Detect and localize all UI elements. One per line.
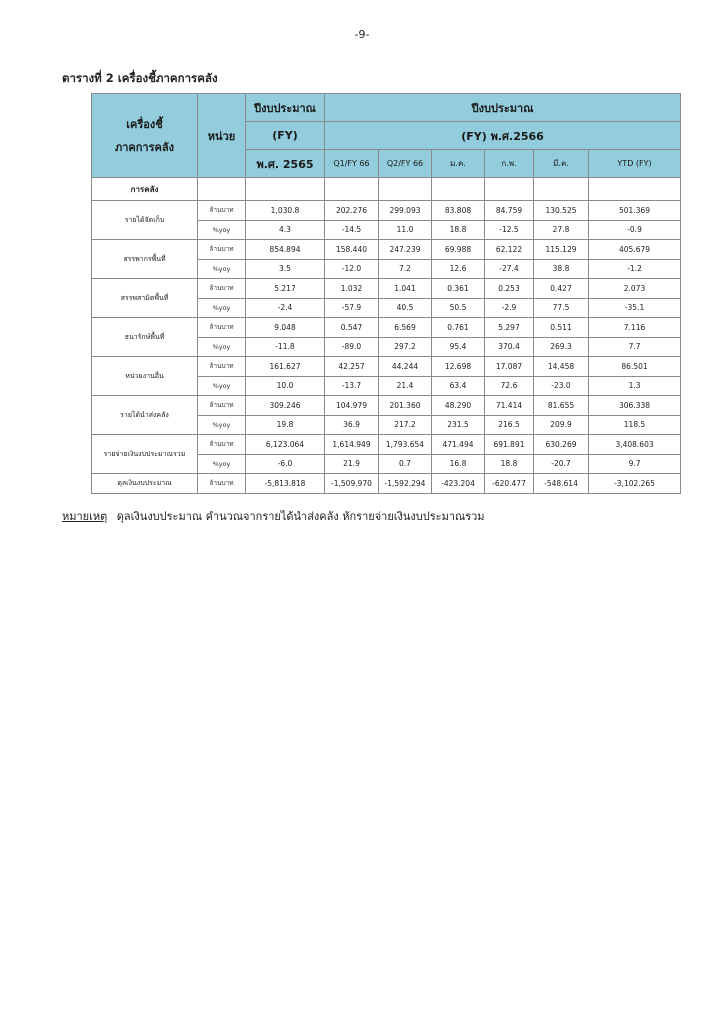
column-header: มี.ค.	[534, 150, 589, 178]
note-text: ดุลเงินงบประมาณ คำนวณจากรายได้นำส่งคลัง หักรายจ่ายเงินงบประมาณรวม	[116, 510, 485, 523]
table-row	[92, 240, 681, 260]
value-cell: -35.1	[589, 298, 681, 318]
section-label: การคลัง	[92, 178, 198, 201]
footnote	[62, 507, 485, 525]
value-cell: 14.458	[534, 357, 589, 377]
value-cell: -0.9	[589, 220, 681, 240]
value-cell: 209.9	[534, 415, 589, 435]
unit-cell: %yoy	[198, 259, 246, 279]
indicator-name: หน่วยงานอื่น	[92, 357, 198, 396]
value-cell: 158.440	[325, 240, 379, 260]
fy2565-header-line1: ปีงบประมาณ	[246, 94, 325, 122]
unit-cell: %yoy	[198, 337, 246, 357]
unit-cell: %yoy	[198, 376, 246, 396]
value-cell: 18.8	[485, 454, 534, 474]
empty-cell	[198, 178, 246, 201]
unit-cell: ล้านบาท	[198, 240, 246, 260]
value-cell: -1,509.970	[325, 474, 379, 494]
value-cell: 3,408.603	[589, 435, 681, 455]
value-cell: 297.2	[379, 337, 432, 357]
value-cell: 40.5	[379, 298, 432, 318]
value-cell: -13.7	[325, 376, 379, 396]
value-cell: -20.7	[534, 454, 589, 474]
unit-cell: ล้านบาท	[198, 396, 246, 416]
value-cell: 7.2	[379, 259, 432, 279]
value-cell: -57.9	[325, 298, 379, 318]
value-cell: 130.525	[534, 201, 589, 221]
unit-cell: %yoy	[198, 415, 246, 435]
value-cell: 405.679	[589, 240, 681, 260]
unit-cell: ล้านบาท	[198, 474, 246, 494]
value-cell: -3,102.265	[589, 474, 681, 494]
value-cell: 854.894	[246, 240, 325, 260]
value-cell: 217.2	[379, 415, 432, 435]
fy2566-header-line1: ปีงบประมาณ	[325, 94, 681, 122]
value-cell: 306.338	[589, 396, 681, 416]
value-cell: 691.891	[485, 435, 534, 455]
value-cell: 370.4	[485, 337, 534, 357]
value-cell: 4.3	[246, 220, 325, 240]
empty-cell	[589, 178, 681, 201]
value-cell: 7.116	[589, 318, 681, 338]
table-row	[92, 201, 681, 221]
value-cell: 5.217	[246, 279, 325, 299]
note-label: หมายเหตุ	[62, 510, 108, 523]
value-cell: 0.427	[534, 279, 589, 299]
column-header: Q2/FY 66	[379, 150, 432, 178]
value-cell: -1.2	[589, 259, 681, 279]
value-cell: 72.6	[485, 376, 534, 396]
value-cell: 202.276	[325, 201, 379, 221]
value-cell: 86.501	[589, 357, 681, 377]
value-cell: -548.614	[534, 474, 589, 494]
table-title: ตารางที่ 2 เครื่องชี้ภาคการคลัง	[62, 71, 218, 85]
value-cell: 201.360	[379, 396, 432, 416]
value-cell: 216.5	[485, 415, 534, 435]
column-header: YTD (FY)	[589, 150, 681, 178]
fy2565-header-line3: พ.ศ. 2565	[246, 150, 325, 178]
unit-cell: ล้านบาท	[198, 279, 246, 299]
value-cell: 247.239	[379, 240, 432, 260]
value-cell: 299.093	[379, 201, 432, 221]
table-row	[92, 357, 681, 377]
value-cell: 12.6	[432, 259, 485, 279]
value-cell: 9.048	[246, 318, 325, 338]
indicator-name: รายได้นำส่งคลัง	[92, 396, 198, 435]
value-cell: 62.122	[485, 240, 534, 260]
unit-cell: ล้านบาท	[198, 318, 246, 338]
value-cell: 84.759	[485, 201, 534, 221]
value-cell: 10.0	[246, 376, 325, 396]
indicator-name: สรรพากรพื้นที่	[92, 240, 198, 279]
value-cell: 63.4	[432, 376, 485, 396]
value-cell: 83.808	[432, 201, 485, 221]
column-header: ม.ค.	[432, 150, 485, 178]
value-cell: 6.569	[379, 318, 432, 338]
indicator-name: รายจ่ายเงินงบประมาณรวม	[92, 435, 198, 474]
fy2565-header-line2: (FY)	[246, 122, 325, 150]
value-cell: 1,030.8	[246, 201, 325, 221]
empty-cell	[325, 178, 379, 201]
value-cell: 0.361	[432, 279, 485, 299]
value-cell: -2.4	[246, 298, 325, 318]
unit-cell: %yoy	[198, 454, 246, 474]
value-cell: 36.9	[325, 415, 379, 435]
value-cell: -423.204	[432, 474, 485, 494]
value-cell: 1,793.654	[379, 435, 432, 455]
table-row	[92, 318, 681, 338]
column-header: ก.พ.	[485, 150, 534, 178]
value-cell: -620.477	[485, 474, 534, 494]
value-cell: 11.0	[379, 220, 432, 240]
value-cell: 501.369	[589, 201, 681, 221]
indicator-header	[92, 94, 198, 178]
value-cell: 71.414	[485, 396, 534, 416]
value-cell: 104.979	[325, 396, 379, 416]
value-cell: 6,123.064	[246, 435, 325, 455]
section-row	[92, 178, 681, 201]
value-cell: -6.0	[246, 454, 325, 474]
value-cell: 0.761	[432, 318, 485, 338]
value-cell: 2.073	[589, 279, 681, 299]
value-cell: 81.655	[534, 396, 589, 416]
value-cell: 5.297	[485, 318, 534, 338]
value-cell: 0.253	[485, 279, 534, 299]
value-cell: -23.0	[534, 376, 589, 396]
empty-cell	[432, 178, 485, 201]
value-cell: 21.9	[325, 454, 379, 474]
fy2566-header-line2: (FY) พ.ศ.2566	[325, 122, 681, 150]
page-number: -9-	[354, 28, 370, 41]
value-cell: 231.5	[432, 415, 485, 435]
value-cell: -2.9	[485, 298, 534, 318]
indicator-name: รายได้จัดเก็บ	[92, 201, 198, 240]
table-row	[92, 279, 681, 299]
fiscal-indicators-table	[91, 93, 681, 494]
unit-cell: ล้านบาท	[198, 357, 246, 377]
empty-cell	[246, 178, 325, 201]
table-row	[92, 435, 681, 455]
value-cell: 95.4	[432, 337, 485, 357]
value-cell: 12.698	[432, 357, 485, 377]
indicator-header-line2: ภาคการคลัง	[114, 140, 174, 154]
value-cell: -12.0	[325, 259, 379, 279]
unit-cell: ล้านบาท	[198, 435, 246, 455]
value-cell: 27.8	[534, 220, 589, 240]
balance-row	[92, 474, 681, 494]
value-cell: 42.257	[325, 357, 379, 377]
value-cell: 77.5	[534, 298, 589, 318]
value-cell: 0.7	[379, 454, 432, 474]
unit-cell: %yoy	[198, 298, 246, 318]
unit-cell: %yoy	[198, 220, 246, 240]
value-cell: 16.8	[432, 454, 485, 474]
value-cell: -5,813.818	[246, 474, 325, 494]
unit-header: หน่วย	[198, 94, 246, 178]
value-cell: 471.494	[432, 435, 485, 455]
value-cell: 1.041	[379, 279, 432, 299]
value-cell: 17.087	[485, 357, 534, 377]
unit-cell: ล้านบาท	[198, 201, 246, 221]
value-cell: 118.5	[589, 415, 681, 435]
value-cell: 0.511	[534, 318, 589, 338]
value-cell: -89.0	[325, 337, 379, 357]
value-cell: 38.8	[534, 259, 589, 279]
empty-cell	[379, 178, 432, 201]
value-cell: 0.547	[325, 318, 379, 338]
value-cell: 630.269	[534, 435, 589, 455]
value-cell: 19.8	[246, 415, 325, 435]
value-cell: -1,592.294	[379, 474, 432, 494]
value-cell: 48.290	[432, 396, 485, 416]
value-cell: 7.7	[589, 337, 681, 357]
value-cell: 44.244	[379, 357, 432, 377]
value-cell: 3.5	[246, 259, 325, 279]
value-cell: 309.246	[246, 396, 325, 416]
value-cell: 115.129	[534, 240, 589, 260]
indicator-name: สรรพสามิตพื้นที่	[92, 279, 198, 318]
value-cell: 269.3	[534, 337, 589, 357]
value-cell: 18.8	[432, 220, 485, 240]
value-cell: 161.627	[246, 357, 325, 377]
value-cell: 1.3	[589, 376, 681, 396]
indicator-name: ธนารักษ์พื้นที่	[92, 318, 198, 357]
indicator-name: ดุลเงินงบประมาณ	[92, 474, 198, 494]
value-cell: 50.5	[432, 298, 485, 318]
value-cell: -12.5	[485, 220, 534, 240]
value-cell: -14.5	[325, 220, 379, 240]
empty-cell	[485, 178, 534, 201]
value-cell: 9.7	[589, 454, 681, 474]
indicator-header-line1: เครื่องชี้	[126, 117, 163, 131]
empty-cell	[534, 178, 589, 201]
value-cell: 1,614.949	[325, 435, 379, 455]
column-header: Q1/FY 66	[325, 150, 379, 178]
table-row	[92, 396, 681, 416]
value-cell: 1.032	[325, 279, 379, 299]
value-cell: -11.8	[246, 337, 325, 357]
value-cell: -27.4	[485, 259, 534, 279]
value-cell: 21.4	[379, 376, 432, 396]
value-cell: 69.988	[432, 240, 485, 260]
